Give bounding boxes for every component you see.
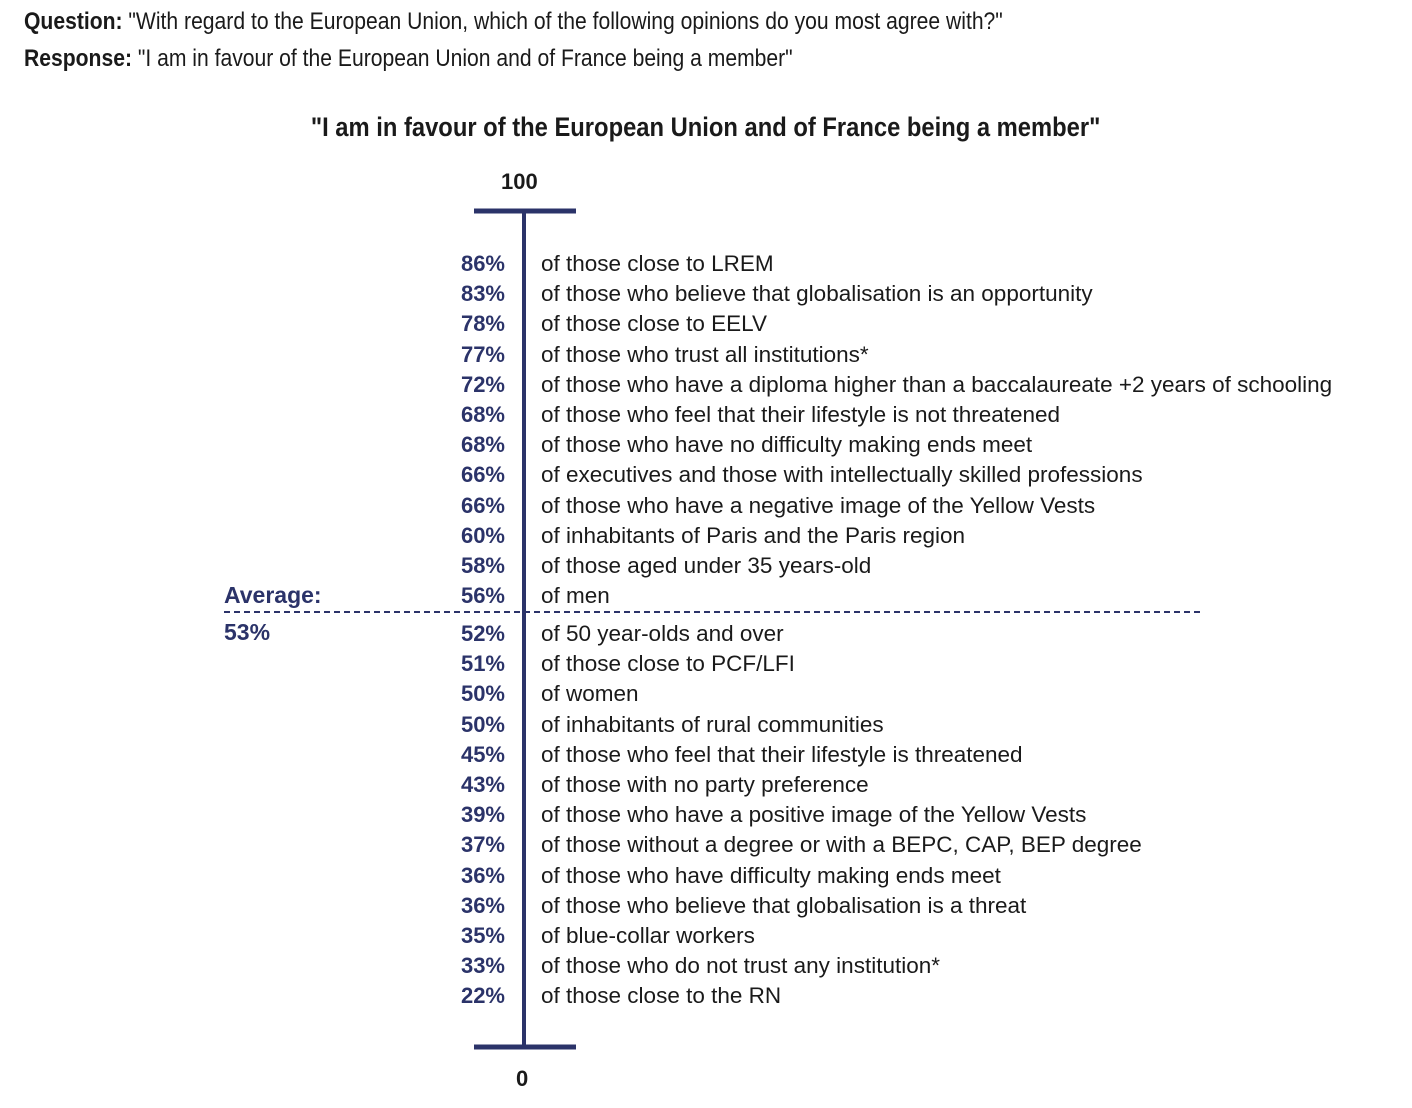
response-label: Response: [24, 45, 132, 72]
row-label: of those who have no difficulty making ends meet [541, 432, 1033, 458]
row-label: of women [541, 681, 639, 707]
row-value: 43% [460, 772, 505, 797]
row-value: 36% [460, 862, 505, 888]
row-value: 45% [460, 741, 505, 767]
row-label: of those who believe that globalisation is an opportunity [541, 281, 1093, 307]
row-value: 68% [460, 402, 505, 427]
row-label: of those who believe that globalisation is a threat [541, 892, 1027, 918]
row-value: 52% [460, 621, 505, 646]
row-value: 66% [460, 492, 505, 518]
row-label: of those without a degree or with a BEPC, CAP, BEP degree [541, 832, 1142, 858]
row-label: of those close to PCF/LFI [541, 651, 795, 677]
row-label: of those close to EELV [541, 311, 767, 337]
row-label: of men [541, 583, 610, 609]
row-label: of those who have a diploma higher than a baccalaureate +2 years of schooling [541, 371, 1333, 397]
axis-top-label: 100 [501, 169, 538, 194]
row-value: 68% [460, 432, 505, 458]
row-label: of those close to the RN [541, 983, 782, 1009]
row-value: 50% [460, 681, 505, 707]
row-value: 39% [460, 802, 505, 828]
axis-bottom-label: 0 [516, 1066, 529, 1091]
question-label: Question: [24, 8, 123, 35]
row-label: of those who feel that their lifestyle is threatened [541, 741, 1023, 767]
row-value: 51% [460, 651, 505, 677]
question-text: "With regard to the European Union, which of the following opinions do you most agree with?" [122, 8, 1003, 35]
row-value: 72% [460, 371, 505, 397]
row-label: of those who have difficulty making ends meet [541, 862, 1001, 888]
row-label: of those aged under 35 years-old [541, 553, 872, 578]
row-value: 58% [460, 553, 505, 578]
row-label: of those who trust all institutions* [541, 341, 869, 367]
row-label: of those close to LREM [541, 251, 774, 276]
row-label: of those who feel that their lifestyle is not threatened [541, 402, 1061, 427]
row-label: of blue-collar workers [541, 923, 755, 948]
row-value: 66% [460, 462, 505, 488]
row-label: of those who have a negative image of the Yellow Vests [541, 492, 1096, 518]
row-label: of inhabitants of Paris and the Paris region [541, 522, 966, 548]
row-value: 60% [460, 522, 505, 548]
average-label: Average: [224, 582, 322, 608]
row-label: of those with no party preference [541, 772, 869, 797]
row-value: 56% [460, 583, 505, 609]
row-label: of inhabitants of rural communities [541, 711, 884, 737]
response-text: "I am in favour of the European Union and of France being a member" [131, 45, 793, 72]
row-label: of those who do not trust any institution* [541, 953, 940, 979]
row-value: 50% [460, 711, 505, 737]
row-value: 37% [460, 832, 505, 858]
row-value: 77% [460, 341, 505, 367]
chart-title-text: "I am in favour of the European Union and of France being a member" [311, 112, 1101, 142]
row-value: 36% [460, 892, 505, 918]
row-label: of executives and those with intellectually skilled professions [541, 462, 1143, 488]
row-value: 86% [460, 251, 505, 276]
average-value: 53% [224, 619, 271, 645]
row-value: 83% [460, 281, 505, 307]
row-label: of those who have a positive image of the Yellow Vests [541, 802, 1087, 828]
row-value: 78% [460, 311, 505, 337]
row-label: of 50 year-olds and over [541, 621, 784, 646]
row-value: 22% [460, 983, 505, 1009]
row-value: 33% [460, 953, 505, 979]
row-value: 35% [460, 923, 505, 948]
